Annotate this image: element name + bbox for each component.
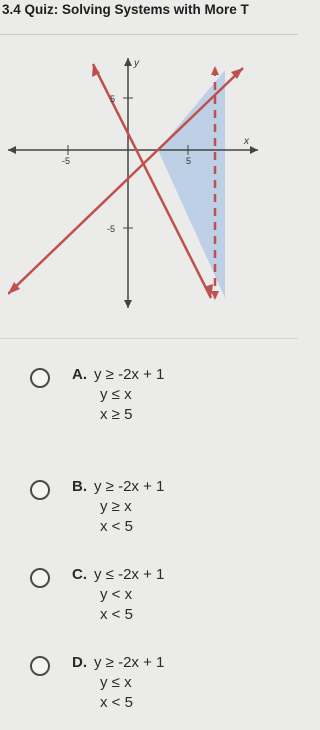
option-a[interactable] xyxy=(30,362,290,442)
option-letter: A. xyxy=(72,366,87,383)
page-title: 3.4 Quiz: Solving Systems with More T xyxy=(2,2,249,17)
y-axis-arrow-down xyxy=(124,300,132,308)
line-vertical-arrow-down xyxy=(211,291,219,300)
graph-svg xyxy=(8,58,258,308)
option-inequality: y < x xyxy=(100,586,133,603)
divider xyxy=(0,338,298,339)
y-tick-label-neg: -5 xyxy=(107,224,116,234)
y-axis-arrow-up xyxy=(124,58,132,66)
option-b[interactable] xyxy=(30,474,290,554)
option-inequality: y ≥ -2x + 1 xyxy=(94,366,165,383)
option-a-radio[interactable] xyxy=(30,368,50,388)
x-axis-arrow-left xyxy=(8,146,16,154)
graph xyxy=(8,58,258,308)
option-letter: B. xyxy=(72,478,87,495)
option-inequality: y ≥ -2x + 1 xyxy=(94,478,165,495)
line-vertical-arrow-up xyxy=(211,66,219,75)
option-inequality: x ≥ 5 xyxy=(100,406,133,423)
x-tick-label-neg: -5 xyxy=(62,156,71,166)
option-inequality: x < 5 xyxy=(100,606,133,623)
option-letter: C. xyxy=(72,566,87,583)
option-inequality: x < 5 xyxy=(100,694,133,711)
option-c[interactable] xyxy=(30,562,290,642)
option-inequality: x < 5 xyxy=(100,518,133,535)
option-b-radio[interactable] xyxy=(30,480,50,500)
option-c-radio[interactable] xyxy=(30,568,50,588)
x-tick-label-pos: 5 xyxy=(186,156,192,166)
option-inequality: y ≥ x xyxy=(100,498,132,515)
option-inequality: y ≤ x xyxy=(100,674,132,691)
option-letter: D. xyxy=(72,654,87,671)
option-d-radio[interactable] xyxy=(30,656,50,676)
quiz-header xyxy=(0,0,298,35)
option-inequality: y ≥ -2x + 1 xyxy=(94,654,165,671)
x-axis-arrow-right xyxy=(250,146,258,154)
option-inequality: y ≤ -2x + 1 xyxy=(94,566,165,583)
y-axis-label: y xyxy=(134,58,139,69)
option-inequality: y ≤ x xyxy=(100,386,132,403)
option-d[interactable] xyxy=(30,650,290,730)
x-axis-label: x xyxy=(244,136,249,147)
y-tick-label-pos: 5 xyxy=(110,94,116,104)
